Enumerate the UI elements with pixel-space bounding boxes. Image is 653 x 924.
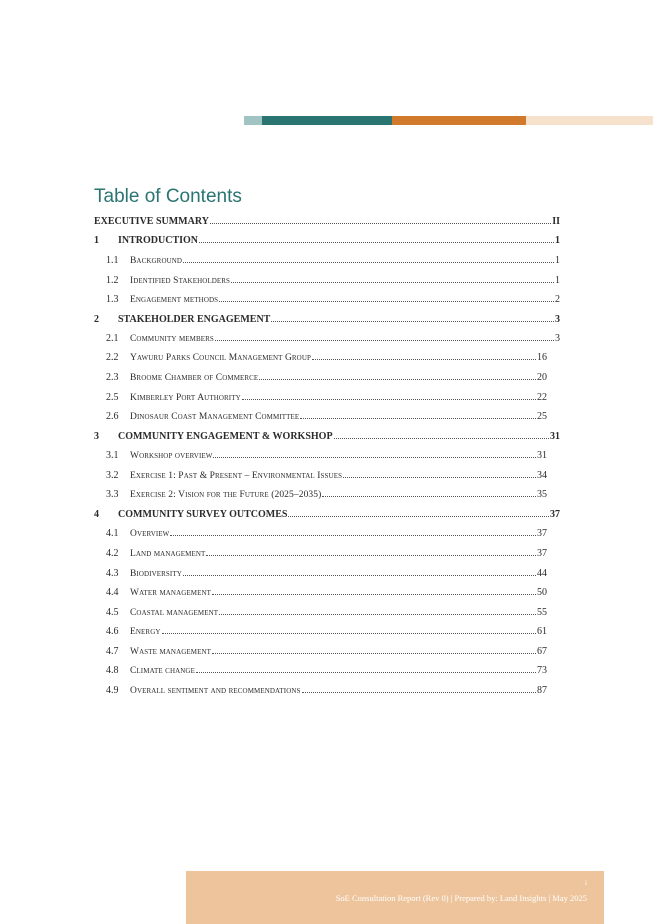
toc-entry[interactable] (106, 411, 547, 425)
toc-entry-number: 2 (94, 314, 99, 325)
toc-entry-number: 1.1 (106, 255, 119, 266)
toc-leader-dots (219, 301, 554, 302)
toc-entry-page: 31 (550, 431, 560, 442)
toc-entry-page: 50 (537, 587, 547, 598)
toc-entry-page: 3 (555, 333, 560, 344)
toc-entry-number: 4 (94, 509, 99, 520)
toc-entry-number: 1 (94, 235, 99, 246)
footer-page-number: i (585, 879, 587, 887)
toc-entry-number: 3.3 (106, 489, 119, 500)
toc-entry-number: 4.1 (106, 528, 119, 539)
toc-leader-dots (183, 575, 536, 576)
toc-entry-page: 31 (537, 450, 547, 461)
header-bar-segment-1 (244, 116, 262, 125)
toc-entry-page: 55 (537, 607, 547, 618)
toc-entry[interactable] (106, 587, 547, 601)
header-bar-segment-2 (262, 116, 392, 125)
toc-leader-dots (212, 594, 536, 595)
toc-leader-dots (170, 535, 536, 536)
toc-entry-label: Broome Chamber of Commerce (130, 373, 259, 383)
toc-entry-label: Water management (130, 588, 211, 598)
toc-entry[interactable] (106, 607, 547, 621)
toc-leader-dots (259, 379, 536, 380)
toc-entry-page: 44 (537, 568, 547, 579)
toc-entry-number: 4.8 (106, 665, 119, 676)
toc-entry[interactable] (94, 216, 560, 230)
page-footer (186, 871, 604, 924)
toc-entry-number: 4.7 (106, 646, 119, 657)
toc-entry[interactable] (106, 275, 560, 289)
toc-entry-page: 16 (537, 352, 547, 363)
toc-entry-label: Exercise 2: Vision for the Future (2025–2035) (130, 490, 322, 500)
toc-entry-label: EXECUTIVE SUMMARY (94, 216, 209, 227)
toc-leader-dots (162, 633, 536, 634)
toc-entry[interactable] (106, 294, 560, 308)
toc-entry-number: 2.6 (106, 411, 119, 422)
toc-entry-number: 4.9 (106, 685, 119, 696)
toc-entry[interactable] (94, 314, 560, 328)
toc-entry[interactable] (106, 665, 547, 679)
toc-entry-page: 37 (550, 509, 560, 520)
toc-leader-dots (312, 359, 536, 360)
toc-leader-dots (215, 340, 554, 341)
toc-entry-page: 61 (537, 626, 547, 637)
toc-entry-label: Background (130, 256, 183, 266)
toc-entry-label: Workshop overview (130, 451, 213, 461)
toc-entry-label: Energy (130, 627, 161, 637)
toc-entry-page: 1 (555, 275, 560, 286)
toc-entry-page: 20 (537, 372, 547, 383)
toc-entry-label: Identified Stakeholders (130, 276, 231, 286)
toc-leader-dots (210, 223, 551, 224)
toc-leader-dots (288, 516, 549, 517)
toc-entry-page: 35 (537, 489, 547, 500)
toc-entry-label: COMMUNITY SURVEY OUTCOMES (118, 509, 288, 520)
toc-entry-number: 4.3 (106, 568, 119, 579)
header-bar-segment-3 (392, 116, 526, 125)
toc-entry-label: Overall sentiment and recommendations (130, 686, 301, 696)
toc-entry-page: 67 (537, 646, 547, 657)
toc-entry[interactable] (94, 235, 560, 249)
toc-entry-page: 1 (555, 235, 560, 246)
toc-leader-dots (199, 242, 554, 243)
toc-entry-page: 3 (555, 314, 560, 325)
toc-leader-dots (206, 555, 536, 556)
toc-entry-page: 25 (537, 411, 547, 422)
toc-entry[interactable] (94, 431, 560, 445)
toc-entry[interactable] (106, 333, 560, 347)
toc-leader-dots (271, 321, 554, 322)
header-bar-segment-4 (526, 116, 653, 125)
toc-entry-page: 37 (537, 548, 547, 559)
toc-entry-page: 34 (537, 470, 547, 481)
toc-entry-label: Kimberley Port Authority (130, 393, 241, 403)
toc-entry[interactable] (106, 450, 547, 464)
toc-entry-label: Waste management (130, 647, 211, 657)
toc-leader-dots (212, 653, 536, 654)
toc-entry[interactable] (106, 255, 560, 269)
toc-entry-page: II (552, 216, 560, 227)
toc-entry-label: Engagement methods (130, 295, 219, 305)
toc-entry-number: 4.6 (106, 626, 119, 637)
toc-leader-dots (322, 496, 536, 497)
toc-entry[interactable] (106, 646, 547, 660)
toc-entry-number: 4.4 (106, 587, 119, 598)
toc-entry-page: 1 (555, 255, 560, 266)
toc-entry[interactable] (106, 548, 547, 562)
toc-leader-dots (302, 692, 536, 693)
toc-leader-dots (219, 614, 536, 615)
toc-leader-dots (196, 672, 536, 673)
toc-leader-dots (213, 457, 536, 458)
toc-entry-label: Yawuru Parks Council Management Group (130, 353, 311, 363)
toc-entry-label: STAKEHOLDER ENGAGEMENT (118, 314, 271, 325)
toc-entry-number: 1.2 (106, 275, 119, 286)
toc-entry-number: 2.1 (106, 333, 119, 344)
toc-entry-page: 37 (537, 528, 547, 539)
toc-entry[interactable] (106, 372, 547, 386)
toc-entry-label: COMMUNITY ENGAGEMENT & WORKSHOP (118, 431, 333, 442)
toc-entry[interactable] (106, 392, 547, 406)
toc-entry-label: Overview (130, 529, 170, 539)
footer-text: SoE Consultation Report (Rev 0) | Prepared by: Land Insights | May 2025 (335, 893, 587, 903)
toc-leader-dots (300, 418, 536, 419)
toc-entry[interactable] (106, 685, 547, 699)
toc-title: Table of Contents (94, 186, 242, 207)
toc-entry-label: Land management (130, 549, 206, 559)
toc-entry-page: 22 (537, 392, 547, 403)
toc-entry[interactable] (106, 568, 547, 582)
toc-entry-number: 2.2 (106, 352, 119, 363)
toc-entry-number: 2.3 (106, 372, 119, 383)
toc-entry-number: 4.5 (106, 607, 119, 618)
toc-entry-number: 3.1 (106, 450, 119, 461)
toc-entry-number: 4.2 (106, 548, 119, 559)
toc-leader-dots (334, 438, 549, 439)
toc-entry[interactable] (106, 528, 547, 542)
toc-leader-dots (183, 262, 554, 263)
toc-entry-label: Dinosaur Coast Management Committee (130, 412, 300, 422)
toc-entry[interactable] (106, 489, 547, 503)
toc-entry-number: 1.3 (106, 294, 119, 305)
toc-entry-number: 3.2 (106, 470, 119, 481)
toc-entry-number: 2.5 (106, 392, 119, 403)
toc-entry[interactable] (106, 470, 547, 484)
toc-entry[interactable] (106, 626, 547, 640)
toc-entry-label: Community members (130, 334, 214, 344)
toc-entry-label: INTRODUCTION (118, 235, 199, 246)
toc-entry-label: Climate change (130, 666, 195, 676)
toc-entry-number: 3 (94, 431, 99, 442)
toc-entry-label: Coastal management (130, 608, 219, 618)
toc-entry[interactable] (94, 509, 560, 523)
toc-entry-label: Biodiversity (130, 569, 182, 579)
toc-leader-dots (242, 399, 536, 400)
toc-leader-dots (343, 477, 536, 478)
toc-leader-dots (231, 282, 554, 283)
toc-entry-page: 87 (537, 685, 547, 696)
toc-entry-label: Exercise 1: Past & Present – Environmental Issues (130, 471, 343, 481)
toc-entry[interactable] (106, 352, 547, 366)
toc-entry-page: 2 (555, 294, 560, 305)
toc-entry-page: 73 (537, 665, 547, 676)
